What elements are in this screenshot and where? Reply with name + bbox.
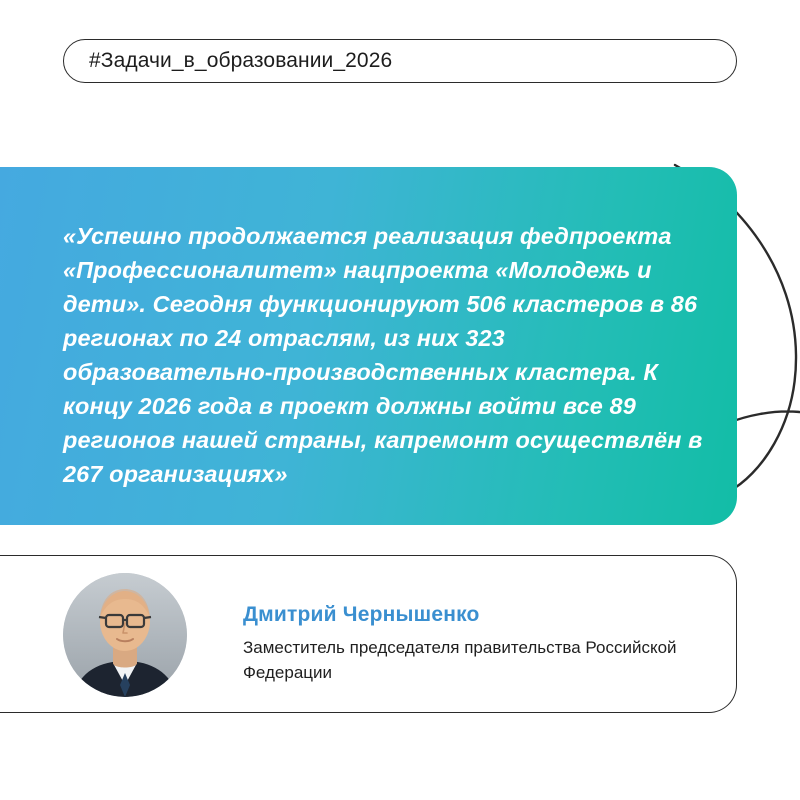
quote-text: «Успешно продолжается реализация федпроекта «Профессионалитет» нацпроекта «Молодежь и дети». Сегодня функционируют 506 кластеров в 86 регионах по 24 отраслям, из них 323 образовательно-производственных кластера. К концу 2026 года в проект должны войти все 89 регионов нашей страны, капремонт осуществлён в 267 организациях»	[63, 223, 703, 487]
hashtag-pill[interactable]	[63, 39, 737, 83]
hashtag-label: #Задачи_в_образовании_2026	[89, 49, 393, 72]
avatar	[63, 573, 187, 697]
quote-card	[0, 167, 737, 525]
author-info	[243, 603, 713, 685]
author-role: Заместитель председателя правительства Российской Федерации	[243, 638, 677, 682]
author-card	[0, 555, 737, 713]
author-name: Дмитрий Чернышенко	[243, 603, 480, 626]
